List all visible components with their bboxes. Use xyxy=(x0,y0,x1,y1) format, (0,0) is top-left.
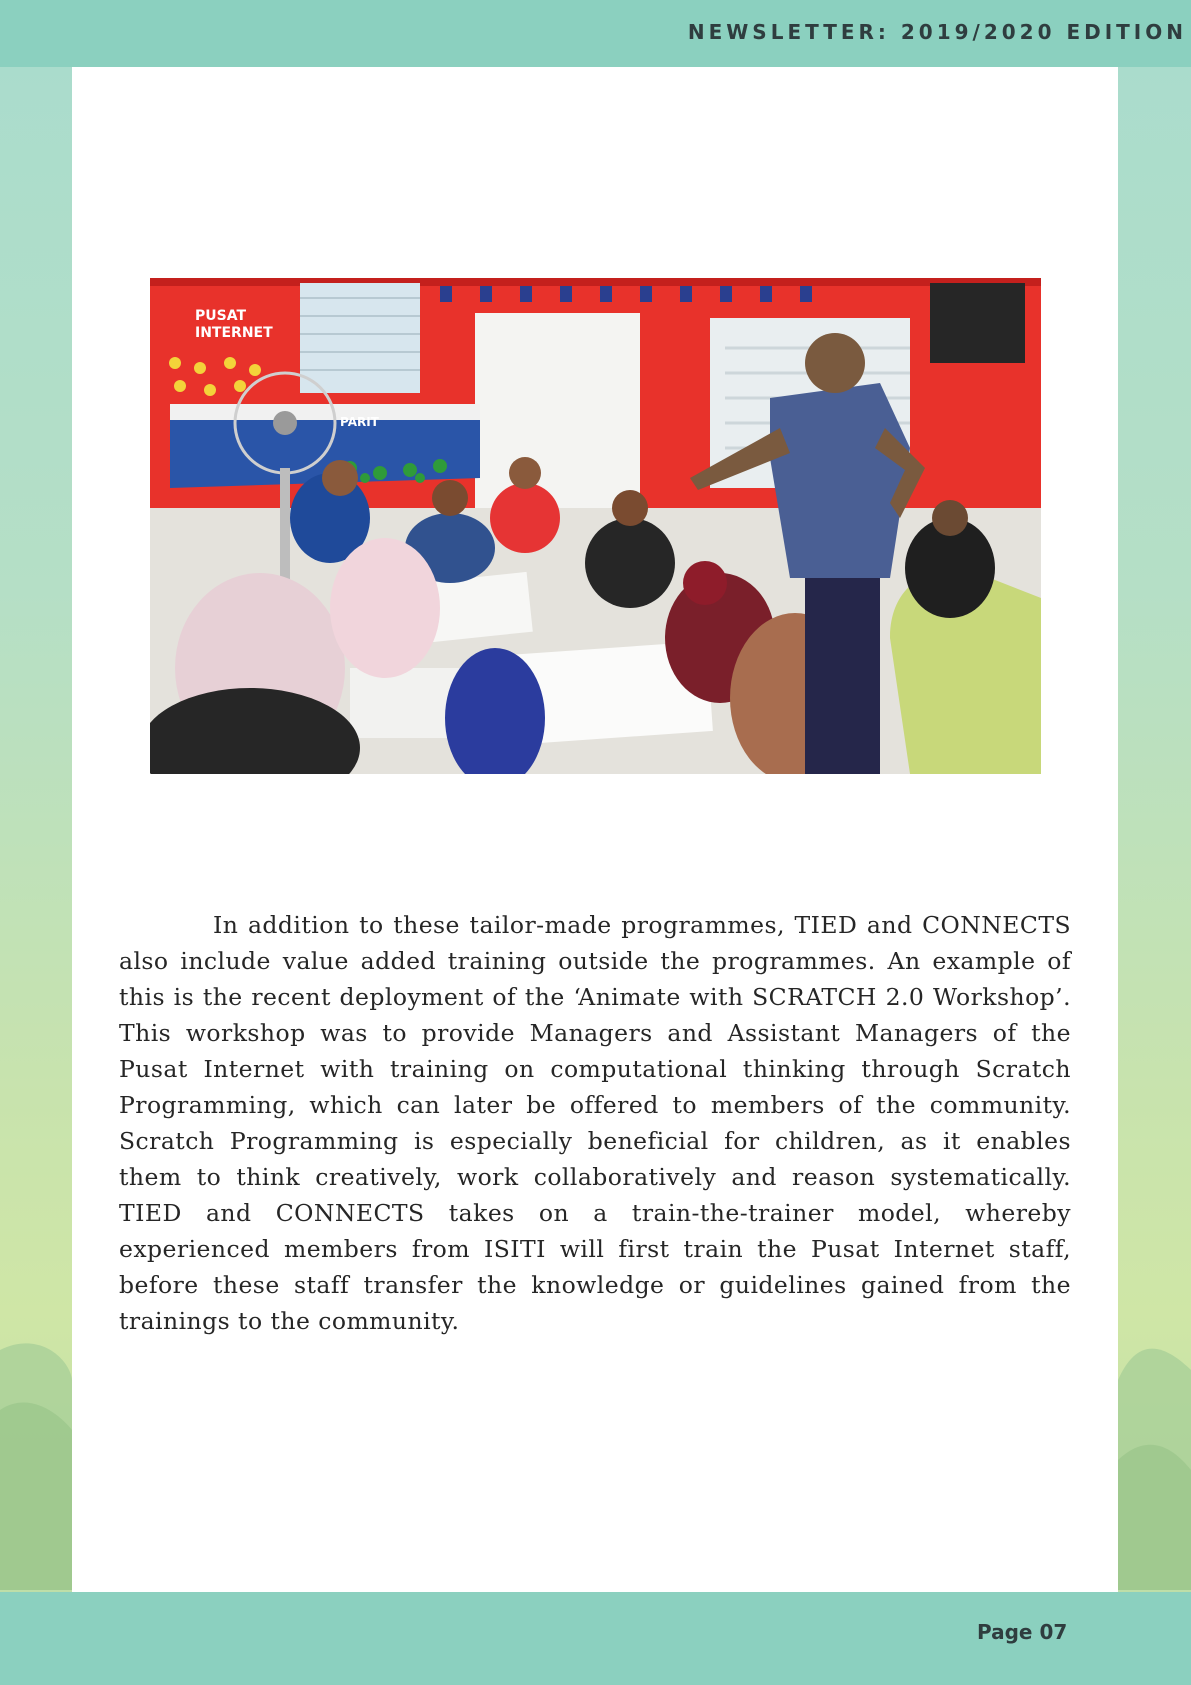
page-number: Page 07 xyxy=(977,1620,1068,1644)
photo-sign-pusat: PUSAT xyxy=(195,308,247,324)
header-bar xyxy=(0,0,1191,67)
photo-counter-text: PARIT xyxy=(340,415,379,429)
workshop-photo xyxy=(150,278,1041,774)
newsletter-title: NEWSLETTER: 2019/2020 EDITION xyxy=(687,20,1187,44)
article-paragraph: In addition to these tailor-made programmes, TIED and CONNECTS also include value added training outside the programmes. An example of this is the recent deployment of the ‘Animate with SCRATCH 2.0 Workshop’. This workshop was to provide Managers and Assistant Managers of the Pusat Internet with training on computational thinking through Scratch Programming, which can later be offered to members of the community. Scratch Programming is especially beneficial for children, as it enables them to think creatively, work collaboratively and reason systematically. TIED and CONNECTS takes on a train-the-trainer model, whereby experienced members from ISITI will first train the Pusat Internet staff, before these staff transfer the knowledge or guidelines gained from the trainings to the community. xyxy=(119,911,1071,1335)
photo-sign-internet: INTERNET xyxy=(195,325,273,341)
